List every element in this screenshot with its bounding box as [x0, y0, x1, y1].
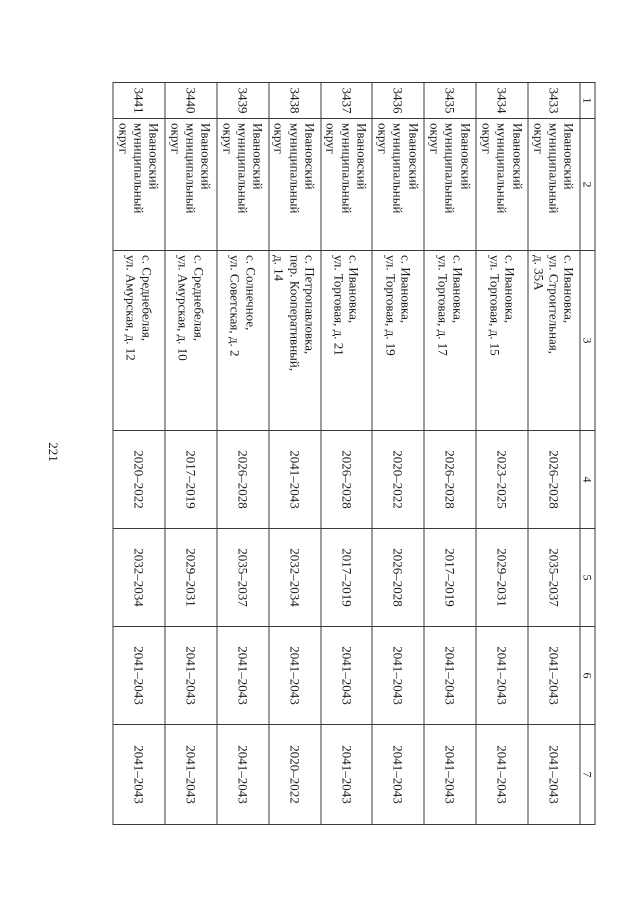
address-cell: с. Ивановка, ул. Торговая, д. 17	[424, 251, 476, 431]
address-cell: с. Ивановка, ул. Торговая, д. 21	[320, 251, 372, 431]
period-cell-col5: 2032–2034	[113, 529, 165, 627]
table-row	[372, 83, 424, 825]
row-number: 3438	[268, 83, 320, 119]
period-cell-col4: 2041–2043	[268, 431, 320, 529]
column-number: 1	[579, 83, 594, 119]
column-number-row	[579, 83, 594, 825]
period-cell-col7: 2041–2043	[320, 725, 372, 825]
district-cell: Ивановский муниципальный округ	[320, 119, 372, 251]
table-row	[424, 83, 476, 825]
period-cell-col6: 2041–2043	[320, 627, 372, 725]
table-row	[216, 83, 268, 825]
period-cell-col4: 2026–2028	[527, 431, 579, 529]
column-number: 4	[579, 431, 594, 529]
address-cell: с. Ивановка, ул. Строительная, д. 35А	[527, 251, 579, 431]
row-number: 3434	[476, 83, 528, 119]
period-cell-col7: 2041–2043	[476, 725, 528, 825]
period-cell-col4: 2026–2028	[320, 431, 372, 529]
table-row	[268, 83, 320, 825]
period-cell-col5: 2035–2037	[527, 529, 579, 627]
period-cell-col7: 2041–2043	[372, 725, 424, 825]
column-number: 3	[579, 251, 594, 431]
period-cell-col5: 2026–2028	[372, 529, 424, 627]
address-cell: с. Среднебелая, ул. Амурская, д. 12	[113, 251, 165, 431]
row-number: 3439	[216, 83, 268, 119]
district-cell: Ивановский муниципальный округ	[372, 119, 424, 251]
table-row	[476, 83, 528, 825]
period-cell-col5: 2017–2019	[320, 529, 372, 627]
period-cell-col4: 2026–2028	[424, 431, 476, 529]
period-cell-col7: 2041–2043	[216, 725, 268, 825]
period-cell-col6: 2041–2043	[527, 627, 579, 725]
district-cell: Ивановский муниципальный округ	[164, 119, 216, 251]
district-cell: Ивановский муниципальный округ	[527, 119, 579, 251]
period-cell-col7: 2041–2043	[527, 725, 579, 825]
period-cell-col6: 2041–2043	[372, 627, 424, 725]
column-number: 6	[579, 627, 594, 725]
district-cell: Ивановский муниципальный округ	[424, 119, 476, 251]
period-cell-col7: 2041–2043	[424, 725, 476, 825]
period-cell-col6: 2041–2043	[216, 627, 268, 725]
row-number: 3441	[113, 83, 165, 119]
column-number: 5	[579, 529, 594, 627]
table-row	[320, 83, 372, 825]
period-cell-col6: 2041–2043	[476, 627, 528, 725]
table-row	[164, 83, 216, 825]
data-table	[112, 82, 595, 825]
address-cell: с. Ивановка, ул. Торговая, д. 15	[476, 251, 528, 431]
district-cell: Ивановский муниципальный округ	[113, 119, 165, 251]
table-frame	[112, 82, 595, 824]
period-cell-col4: 2023–2025	[476, 431, 528, 529]
period-cell-col4: 2020–2022	[372, 431, 424, 529]
column-number: 7	[579, 725, 594, 825]
period-cell-col4: 2020–2022	[113, 431, 165, 529]
row-number: 3436	[372, 83, 424, 119]
rotated-table-wrapper	[112, 82, 595, 824]
address-cell: с. Ивановка, ул. Торговая, д. 19	[372, 251, 424, 431]
period-cell-col6: 2041–2043	[113, 627, 165, 725]
row-number: 3433	[527, 83, 579, 119]
column-number: 2	[579, 119, 594, 251]
table-row	[113, 83, 165, 825]
period-cell-col6: 2041–2043	[424, 627, 476, 725]
period-cell-col7: 2020–2022	[268, 725, 320, 825]
address-cell: с. Петропавловка, пер. Кооперативный, д. 14	[268, 251, 320, 431]
period-cell-col5: 2017–2019	[424, 529, 476, 627]
period-cell-col7: 2041–2043	[113, 725, 165, 825]
period-cell-col6: 2041–2043	[164, 627, 216, 725]
address-cell: с. Солнечное, ул. Советская, д. 2	[216, 251, 268, 431]
period-cell-col5: 2029–2031	[476, 529, 528, 627]
row-number: 3440	[164, 83, 216, 119]
period-cell-col7: 2041–2043	[164, 725, 216, 825]
period-cell-col4: 2017–2019	[164, 431, 216, 529]
district-cell: Ивановский муниципальный округ	[268, 119, 320, 251]
period-cell-col5: 2035–2037	[216, 529, 268, 627]
period-cell-col4: 2026–2028	[216, 431, 268, 529]
period-cell-col6: 2041–2043	[268, 627, 320, 725]
address-cell: с. Среднебелая, ул. Амурская, д. 10	[164, 251, 216, 431]
district-cell: Ивановский муниципальный округ	[476, 119, 528, 251]
table-body	[113, 83, 595, 825]
page-number: 221	[46, 442, 61, 462]
row-number: 3437	[320, 83, 372, 119]
period-cell-col5: 2029–2031	[164, 529, 216, 627]
table-row	[527, 83, 579, 825]
district-cell: Ивановский муниципальный округ	[216, 119, 268, 251]
row-number: 3435	[424, 83, 476, 119]
period-cell-col5: 2032–2034	[268, 529, 320, 627]
